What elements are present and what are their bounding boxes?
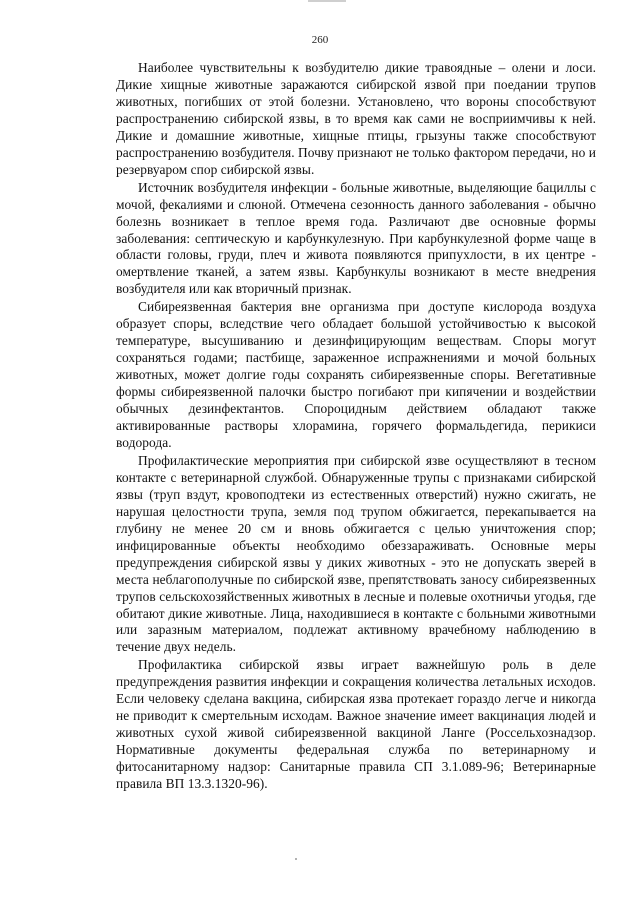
- paragraph: Источник возбудителя инфекции - больные животные, выделяющие бациллы с мочой, фекалиями и слюной. Отмечена сезонность данного заболевания - обычно болезнь возникает в теплое время года. Различают две основные формы заболевания: септическую и карбункулезную. При карбункулезной форме чаще в области головы, груди, плеч и живота появляются припухлости, в их центре - омертвление тканей, а затем язвы. Карбункулы возникают в месте внедрения возбудителя или как вторичный признак.: [116, 179, 596, 297]
- body-text: [116, 60, 596, 794]
- paragraph: Наиболее чувствительны к возбудителю дикие травоядные – олени и лоси. Дикие хищные животные заражаются сибирской язвой при поедании трупов животных, погибших от этой болезни. Установлено, что вороны способствуют распространению сибирской язвы, в то время как сами не восприимчивы к ней. Дикие и домашние животные, хищные птицы, грызуны также способствуют распространению возбудителя. Почву признают не только фактором передачи, но и резервуаром спор сибирской язвы.: [116, 60, 596, 177]
- page-number: 260: [311, 34, 329, 46]
- scan-mark: [308, 0, 346, 2]
- paragraph: Профилактика сибирской язвы играет важнейшую роль в деле предупреждения развития инфекции и сокращения количества летальных исходов. Если человеку сделана вакцина, сибирская язва протекает гораздо легче и никогда не приводит к смертельным исходам. Важное значение имеет вакцинация людей и животных сухой живой сибиреязвенной вакциной Ланге (Россельхознадзор. Нормативные документы федеральная служба по ветеринарному и фитосанитарному надзор: Санитарные правила СП 3.1.089-96; Ветеринарные правила ВП 13.3.1320-96).: [116, 657, 596, 792]
- scan-speck: [295, 858, 297, 860]
- paragraph: Сибиреязвенная бактерия вне организма при доступе кислорода воздуха образует споры, вследствие чего обладает большой устойчивостью к высокой температуре, высушиванию и дезинфицирующим веществам. Споры могут сохраняться годами; пастбище, зараженное испражнениями и мочой больных животных, может долгие годы сохранять сибиреязвенные споры. Вегетативные формы сибиреязвенной палочки быстро погибают при кипячении и воздействии обычных дезинфектантов. Спороцидным действием обладают также активированные растворы хлорамина, горячего формальдегида, перикиси водорода.: [116, 299, 596, 450]
- paragraph: Профилактические мероприятия при сибирской язве осуществляют в тесном контакте с ветеринарной службой. Обнаруженные трупы с признаками сибирской язвы (труп вздут, кровоподтеки из естественных отверстий) нужно сжигать, не нарушая целостности трупа, земля под трупом обжигается, перекапывается на глубину не менее 20 см и вновь обжигается с целью уничтожения спор; инфицированные объекты необходимо обеззараживать. Основные меры предупреждения сибирской язвы у диких животных - это не допускать зверей в места неблагополучные по сибирской язве, препятствовать заносу сибиреязвенных трупов сельскохозяйственных животных в лесные и полевые охотничьи угодья, где обитают дикие животные. Лица, находившиеся в контакте с больными животными или заразным материалом, подлежат активному врачебному наблюдению в течение двух недель.: [116, 452, 596, 655]
